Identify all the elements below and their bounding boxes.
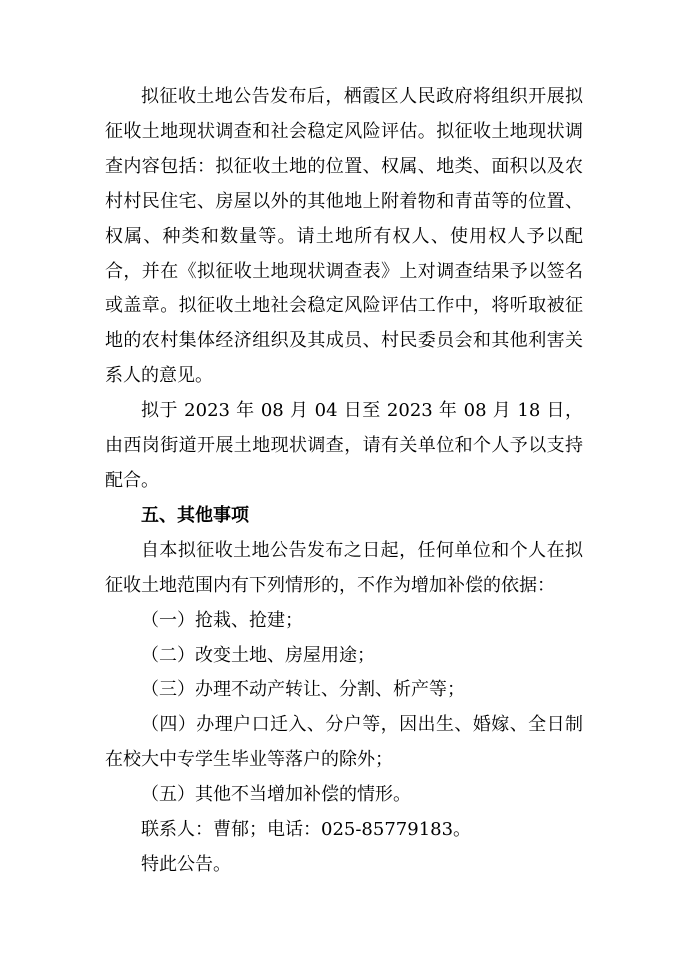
paragraph-survey: 拟征收土地公告发布后，栖霞区人民政府将组织开展拟征收土地现状调查和社会稳定风险评估。拟征收土地现状调查内容包括：拟征收土地的位置、权属、地类、面积以及农村村民住宅、房屋以外的其他地上附着物和青苗等的位置、权属、种类和数量等。请土地所有权人、使用权人予以配合，并在《拟征收土地现状调查表》上对调查结果予以签名或盖章。拟征收土地社会稳定风险评估工作中，将听取被征地的农村集体经济组织及其成员、村民委员会和其他利害关系人的意见。 — [105, 86, 583, 387]
section-intro: 自本拟征收土地公告发布之日起，任何单位和个人在拟征收土地范围内有下列情形的，不作为增加补偿的依据： — [105, 539, 583, 596]
list-item: （二）改变土地、房屋用途； — [141, 644, 375, 666]
list-item: （一）抢栽、抢建； — [141, 609, 303, 631]
list-item: （四）办理户口迁入、分户等，因出生、婚嫁、全日制在校大中专学生毕业等落户的除外； — [105, 714, 583, 771]
list-item: （五）其他不当增加补偿的情形。 — [141, 784, 411, 806]
contact-line: 联系人：曹郁；电话：025-85779183。 — [141, 819, 472, 841]
list-item: （三）办理不动产转让、分割、析产等； — [141, 679, 465, 701]
closing-line: 特此公告。 — [141, 853, 231, 875]
section-heading: 五、其他事项 — [141, 504, 249, 526]
paragraph-schedule: 拟于 2023 年 08 月 04 日至 2023 年 08 月 18 日，由西岗街道开展土地现状调查，请有关单位和个人予以支持配合。 — [105, 400, 583, 491]
document-body — [105, 80, 583, 883]
